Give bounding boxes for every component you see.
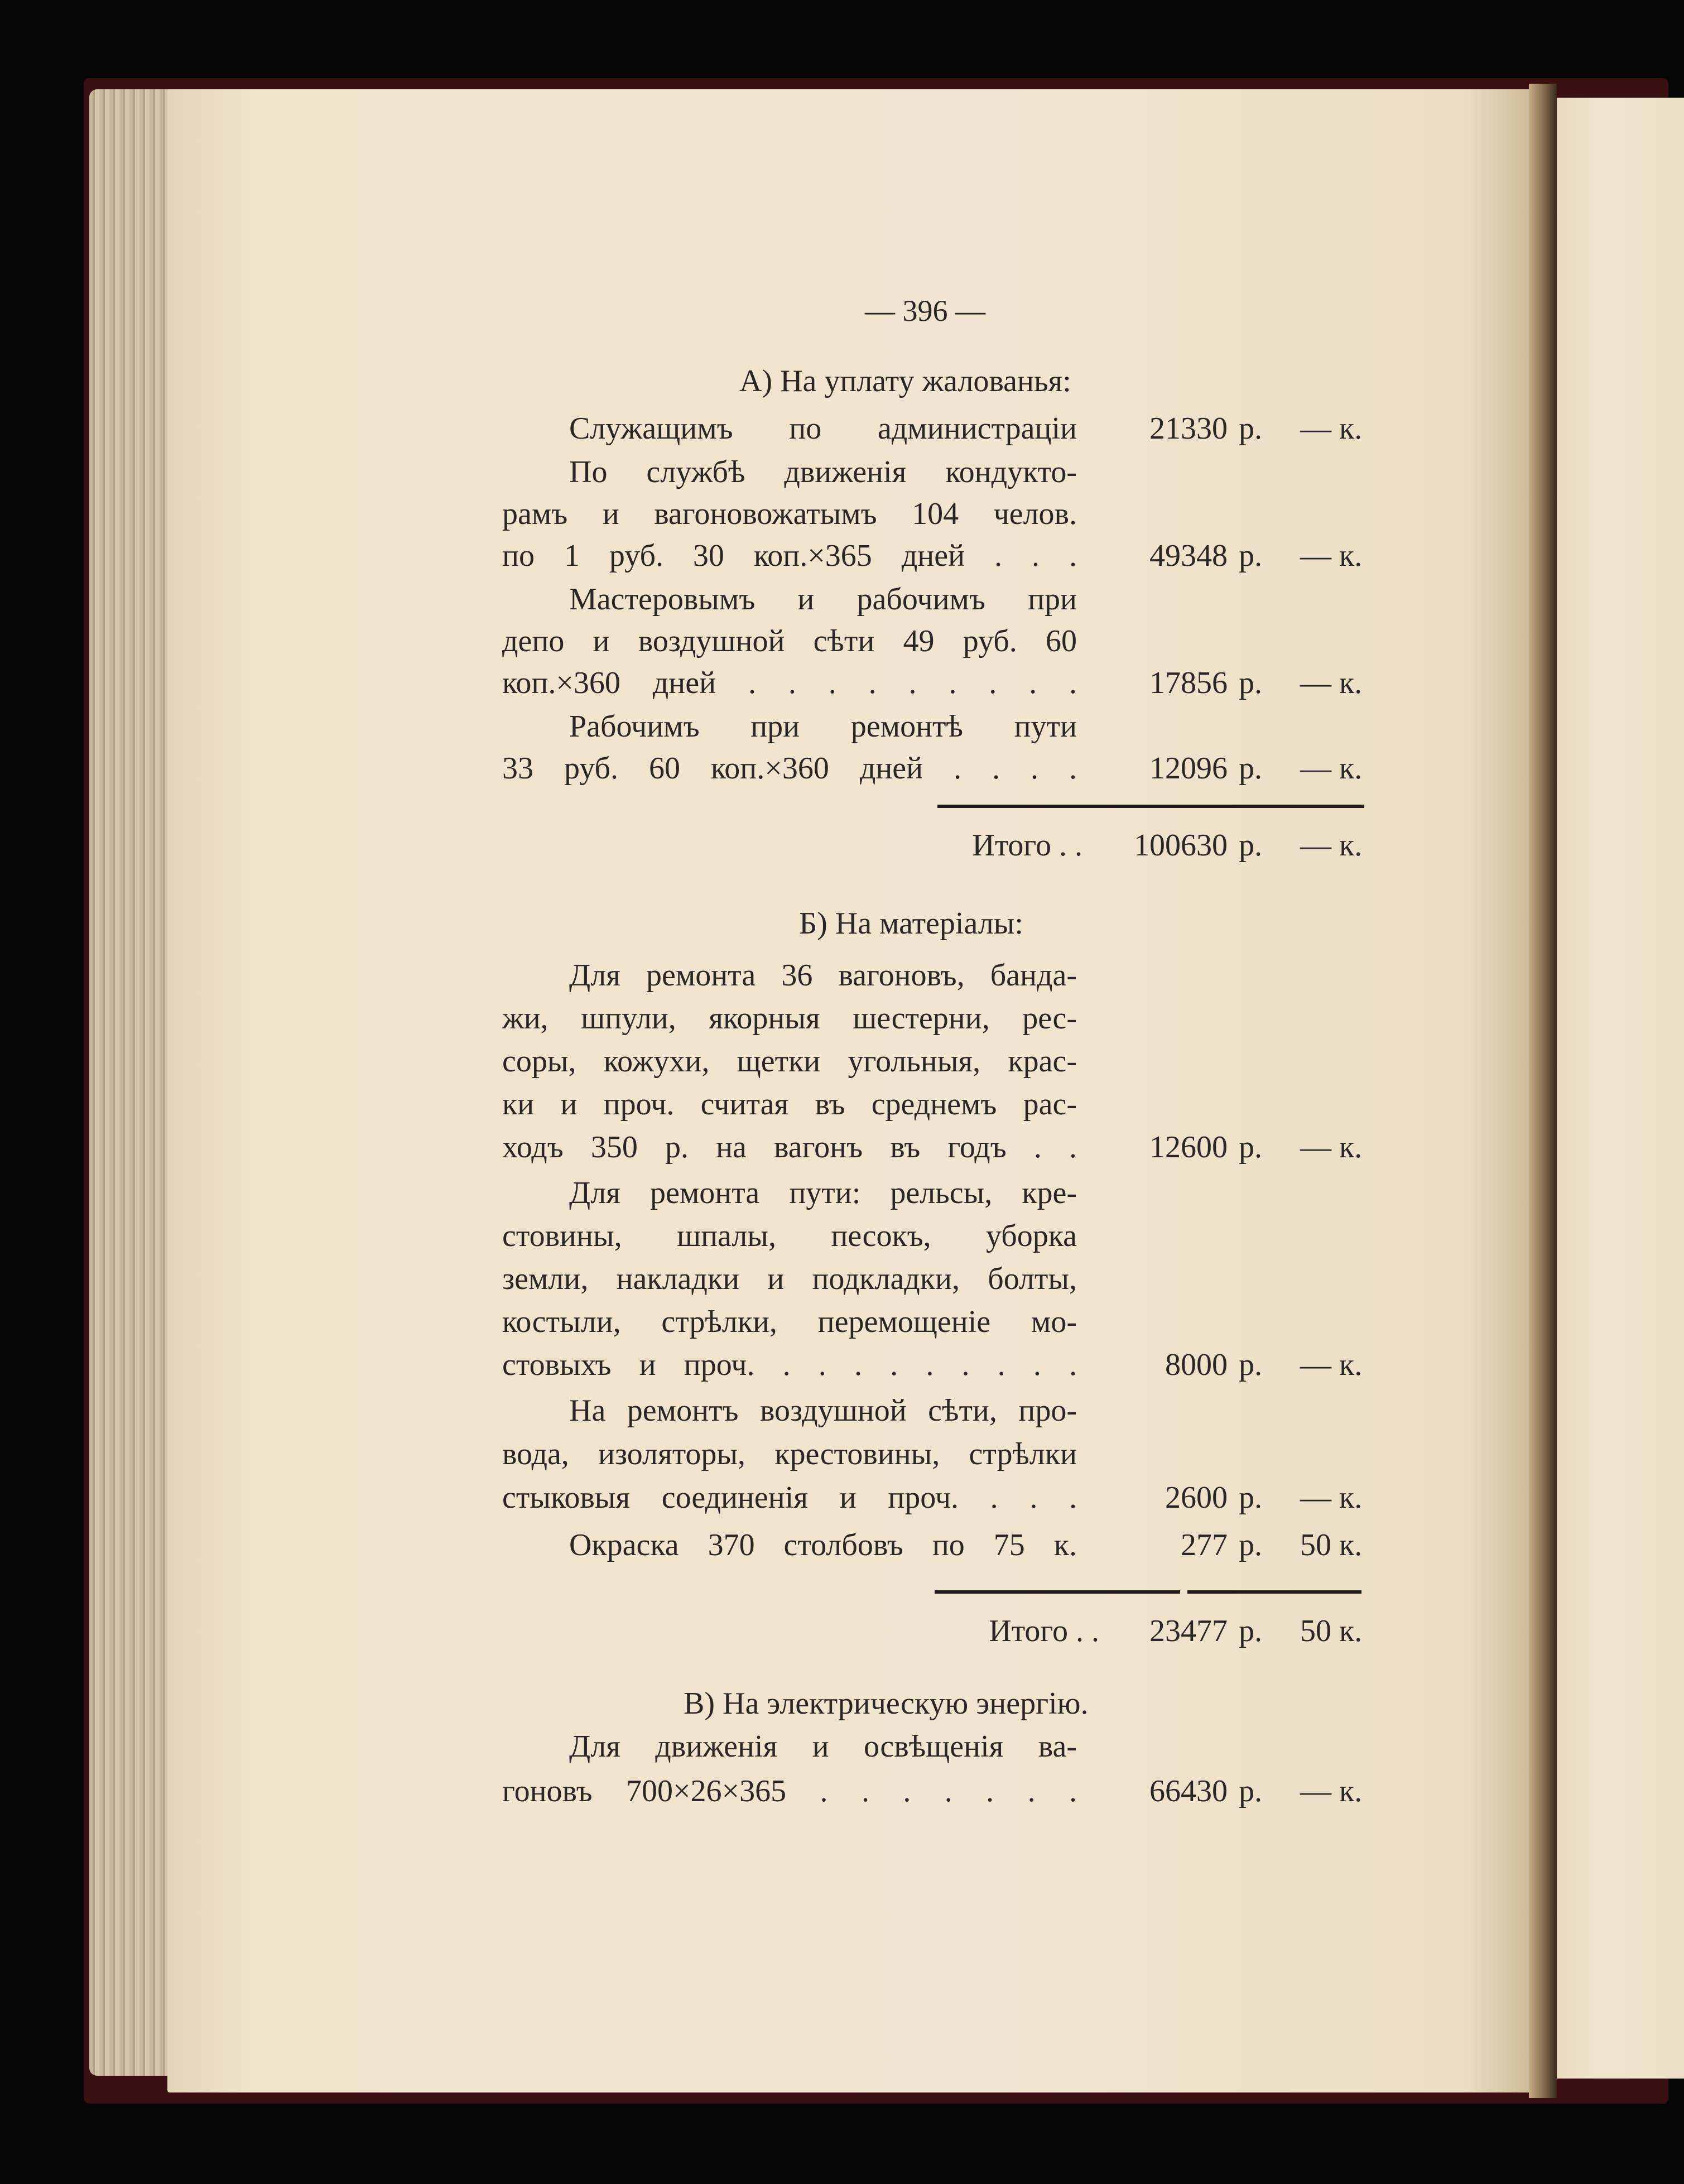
entry-kop: — к. xyxy=(1300,538,1363,573)
total-kop: — к. xyxy=(1300,828,1363,863)
total-amount: 100630 xyxy=(1134,828,1228,863)
section-a-heading: А) На уплату жалованья: xyxy=(739,364,1071,398)
entry-amount: 12096 xyxy=(1149,751,1228,786)
entry-rub: р. xyxy=(1239,1348,1262,1382)
entry-amount: 17856 xyxy=(1149,666,1228,700)
entry-rub: р. xyxy=(1239,1528,1262,1562)
entry-kop: — к. xyxy=(1300,751,1363,786)
entry-kop: — к. xyxy=(1300,1774,1363,1808)
entry-rub: р. xyxy=(1239,411,1262,446)
entry-amount: 8000 xyxy=(1165,1348,1228,1382)
total-rub: р. xyxy=(1239,1614,1262,1648)
total-label: Итого . . xyxy=(972,828,1082,863)
entry-line: Служащимъ по администраціи xyxy=(569,411,1077,446)
entry-amount: 12600 xyxy=(1149,1130,1228,1165)
entry-rub: р. xyxy=(1239,666,1262,700)
entry-line: Рабочимъ при ремонтѣ пути xyxy=(569,709,1077,744)
entry-kop: — к. xyxy=(1300,1130,1363,1165)
page-number: — 396 — xyxy=(865,294,985,328)
entry-line: стовины, шпалы, песокъ, уборка xyxy=(502,1219,1077,1253)
entry-line: депо и воздушной сѣти 49 руб. 60 xyxy=(502,624,1077,658)
entry-rub: р. xyxy=(1239,751,1262,786)
entry-line: Мастеровымъ и рабочимъ при xyxy=(569,582,1077,617)
entry-line: костыли, стрѣлки, перемощеніе мо- xyxy=(502,1305,1077,1339)
total-rule xyxy=(935,1590,1180,1594)
entry-kop: — к. xyxy=(1300,411,1363,446)
entry-line: вода, изоляторы, крестовины, стрѣлки xyxy=(502,1437,1077,1471)
entry-line: ходъ 350 р. на вагонъ въ годъ . . xyxy=(502,1130,1077,1165)
entry-line: По службѣ движенія кондукто- xyxy=(569,455,1077,489)
entry-line: Для ремонта 36 вагоновъ, банда- xyxy=(569,958,1077,993)
entry-kop: 50 к. xyxy=(1300,1528,1363,1562)
entry-line: коп.×360 дней . . . . . . . . . xyxy=(502,666,1077,700)
entry-line: Для ремонта пути: рельсы, кре- xyxy=(569,1176,1077,1210)
entry-rub: р. xyxy=(1239,538,1262,573)
entry-line: жи, шпули, якорныя шестерни, рес- xyxy=(502,1001,1077,1036)
entry-line: Для движенія и освѣщенія ва- xyxy=(569,1729,1077,1764)
entry-line: по 1 руб. 30 коп.×365 дней . . . xyxy=(502,538,1077,573)
total-label: Итого . . xyxy=(989,1614,1099,1648)
entry-line: гоновъ 700×26×365 . . . . . . . xyxy=(502,1774,1077,1808)
total-rub: р. xyxy=(1239,828,1262,863)
entry-line: стыковыя соединенія и проч. . . . xyxy=(502,1480,1077,1515)
facing-page xyxy=(1543,98,1684,2079)
entry-amount: 49348 xyxy=(1149,538,1228,573)
entry-line: рамъ и вагоновожатымъ 104 челов. xyxy=(502,497,1077,531)
entry-line: соры, кожухи, щетки угольныя, крас- xyxy=(502,1044,1077,1079)
entry-amount: 2600 xyxy=(1165,1480,1228,1515)
entry-line: ки и проч. считая въ среднемъ рас- xyxy=(502,1087,1077,1122)
entry-line: На ремонтъ воздушной сѣти, про- xyxy=(569,1393,1077,1428)
entry-line: 33 руб. 60 коп.×360 дней . . . . xyxy=(502,751,1077,786)
entry-rub: р. xyxy=(1239,1774,1262,1808)
entry-amount: 277 xyxy=(1181,1528,1228,1562)
book-gutter xyxy=(1529,84,1557,2098)
entry-amount: 66430 xyxy=(1149,1774,1228,1808)
entry-amount: 21330 xyxy=(1149,411,1228,446)
section-b-heading: Б) На матеріалы: xyxy=(799,906,1023,941)
entry-rub: р. xyxy=(1239,1480,1262,1515)
total-rule xyxy=(1187,1590,1361,1594)
entry-line: стовыхъ и проч. . . . . . . . . . xyxy=(502,1348,1077,1382)
entry-kop: — к. xyxy=(1300,1480,1363,1515)
section-v-heading: В) На электрическую энергію. xyxy=(684,1686,1089,1721)
entry-line: Окраска 370 столбовъ по 75 к. xyxy=(569,1528,1077,1562)
entry-kop: — к. xyxy=(1300,1348,1363,1382)
total-kop: 50 к. xyxy=(1300,1614,1363,1648)
total-rule xyxy=(937,805,1364,808)
entry-line: земли, накладки и подкладки, болты, xyxy=(502,1262,1077,1296)
total-amount: 23477 xyxy=(1149,1614,1228,1648)
entry-rub: р. xyxy=(1239,1130,1262,1165)
entry-kop: — к. xyxy=(1300,666,1363,700)
